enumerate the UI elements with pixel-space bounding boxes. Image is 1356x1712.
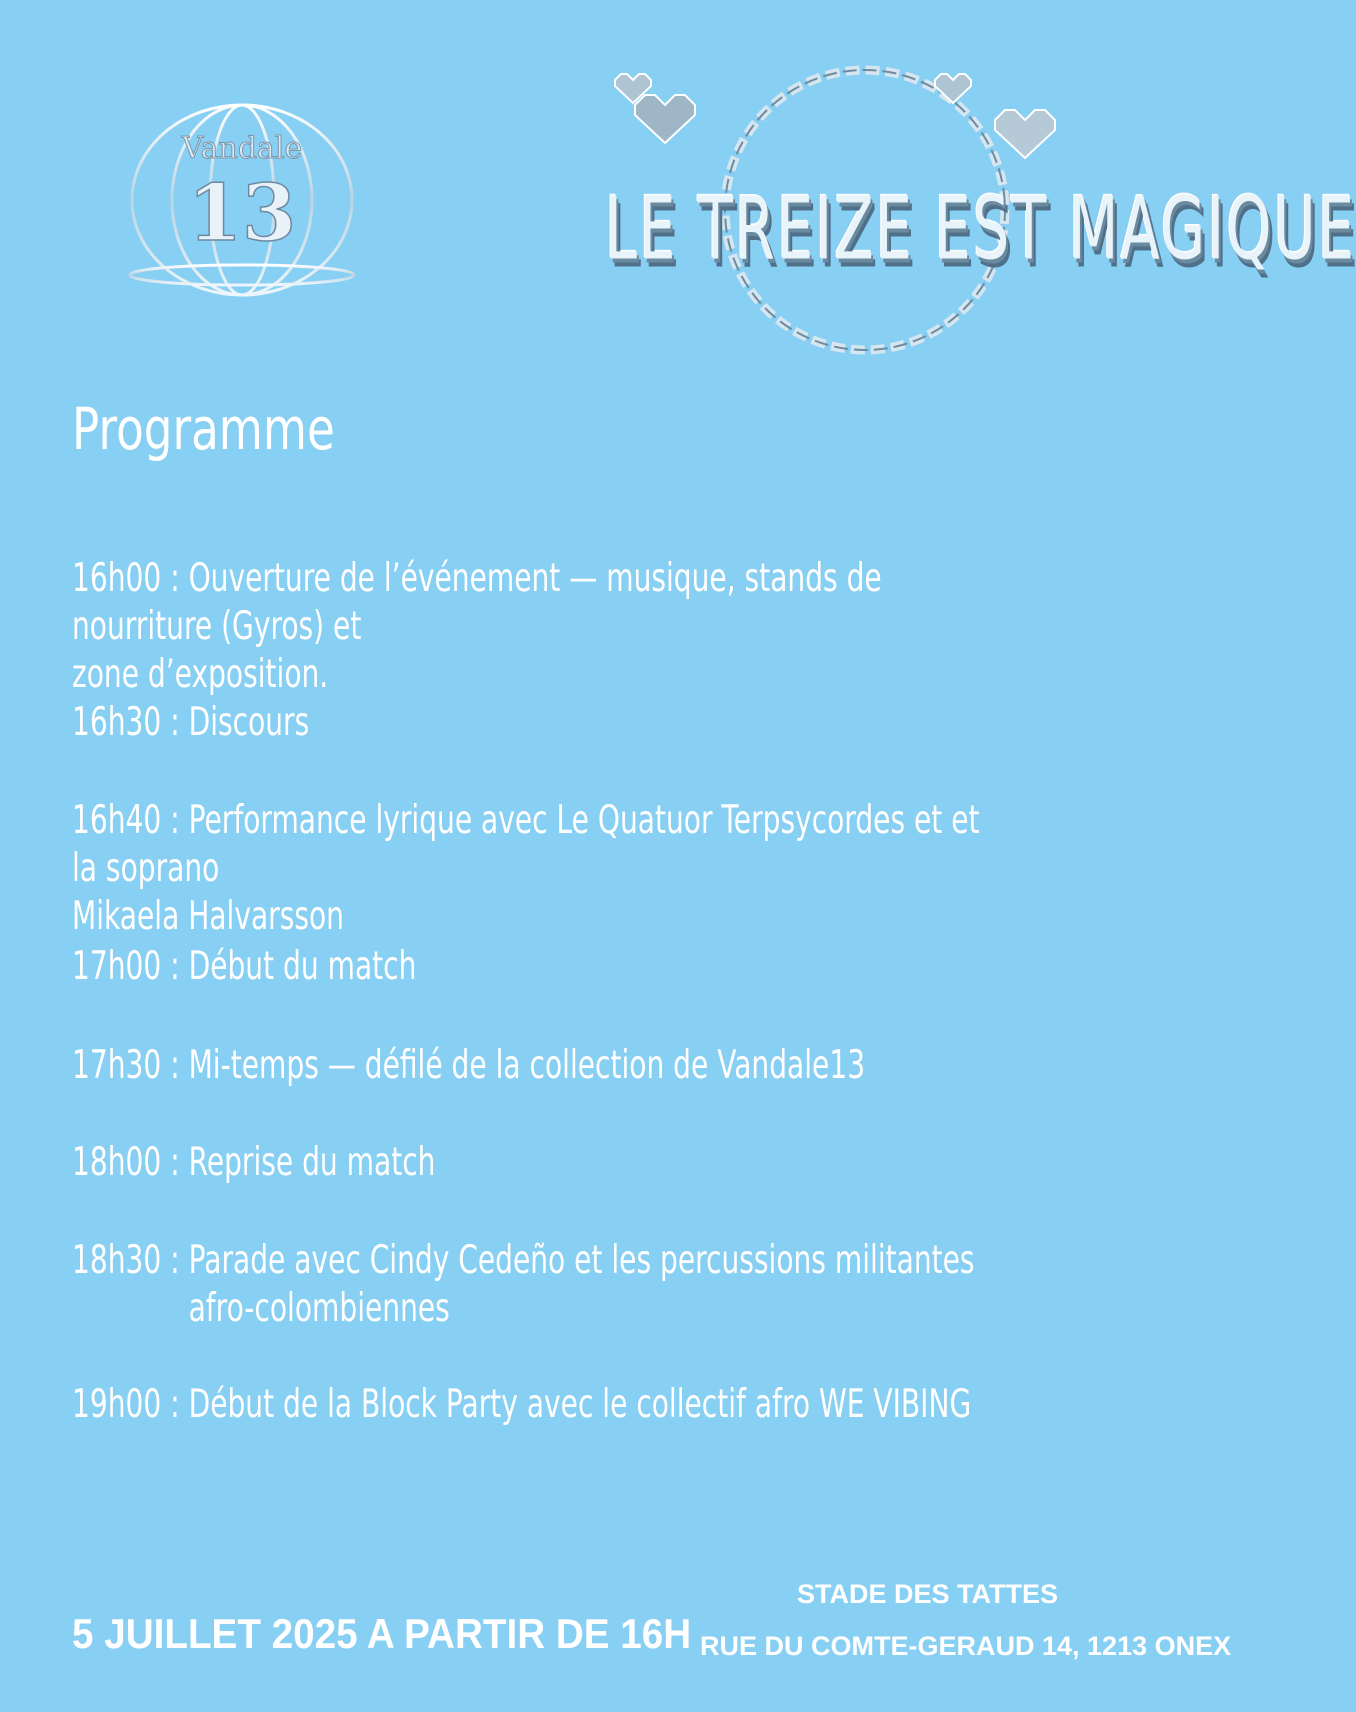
schedule-desc: Reprise du match bbox=[188, 1140, 436, 1185]
venue-name: STADE DES TATTES bbox=[796, 1579, 1058, 1609]
schedule-item: 16h40 : Performance lyrique avec Le Quatuor Terpsycordes et et la soprano Mikaela Halvarsson bbox=[72, 798, 980, 939]
programme-title: Programme bbox=[72, 395, 335, 463]
vandale13-logo bbox=[125, 100, 360, 310]
schedule-desc: Ouverture de l’événement — musique, stands de nourriture (Gyros) et zone d’exposition. bbox=[72, 556, 882, 697]
schedule-time: 18h00 bbox=[72, 1140, 162, 1185]
schedule-time: 19h00 bbox=[72, 1382, 162, 1427]
heart-icon bbox=[635, 95, 695, 143]
schedule-time: 17h30 bbox=[72, 1043, 162, 1088]
venue-block bbox=[700, 1568, 1232, 1672]
heart-icon bbox=[935, 74, 971, 103]
schedule-desc: Discours bbox=[188, 700, 310, 745]
schedule-desc: Début du match bbox=[188, 944, 417, 989]
schedule-desc: Performance lyrique avec Le Quatuor Terpsycordes et et la soprano Mikaela Halvarsson bbox=[72, 798, 980, 939]
schedule-time: 16h30 bbox=[72, 700, 162, 745]
schedule-time: 16h00 bbox=[72, 556, 162, 601]
hero-title: LE TREIZE EST MAGIQUE bbox=[605, 180, 1356, 280]
event-date: 5 JUILLET 2025 A PARTIR DE 16H bbox=[72, 1610, 692, 1657]
schedule-item: 17h00 : Début du match bbox=[72, 944, 417, 989]
schedule-item: 17h30 : Mi-temps — défilé de la collection de Vandale13 bbox=[72, 1043, 866, 1088]
schedule-desc: Mi-temps — défilé de la collection de Vandale13 bbox=[188, 1043, 866, 1088]
logo-number: 13 bbox=[187, 168, 297, 259]
schedule-item: 19h00 : Début de la Block Party avec le collectif afro WE VIBING bbox=[72, 1382, 972, 1427]
logo-name: Vandale bbox=[181, 131, 303, 166]
schedule-time: 16h40 bbox=[72, 798, 162, 843]
schedule-item: 16h00 : Ouverture de l’événement — musique, stands de nourriture (Gyros) et zone d’exposition. bbox=[72, 556, 882, 697]
schedule-desc: Début de la Block Party avec le collectif afro WE VIBING bbox=[188, 1382, 972, 1427]
heart-icon bbox=[995, 110, 1055, 158]
schedule-item: 16h30 : Discours bbox=[72, 700, 310, 745]
schedule-desc: Parade avec Cindy Cedeño et les percussions militantes afro-colombiennes bbox=[188, 1238, 975, 1331]
venue-address: RUE DU COMTE-GERAUD 14, 1213 ONEX bbox=[700, 1631, 1232, 1661]
schedule-time: 18h30 bbox=[72, 1238, 162, 1283]
schedule-item: 18h30 : Parade avec Cindy Cedeño et les percussions militantes afro-colombiennes bbox=[72, 1238, 975, 1331]
schedule-time: 17h00 bbox=[72, 944, 162, 989]
schedule-item: 18h00 : Reprise du match bbox=[72, 1140, 436, 1185]
